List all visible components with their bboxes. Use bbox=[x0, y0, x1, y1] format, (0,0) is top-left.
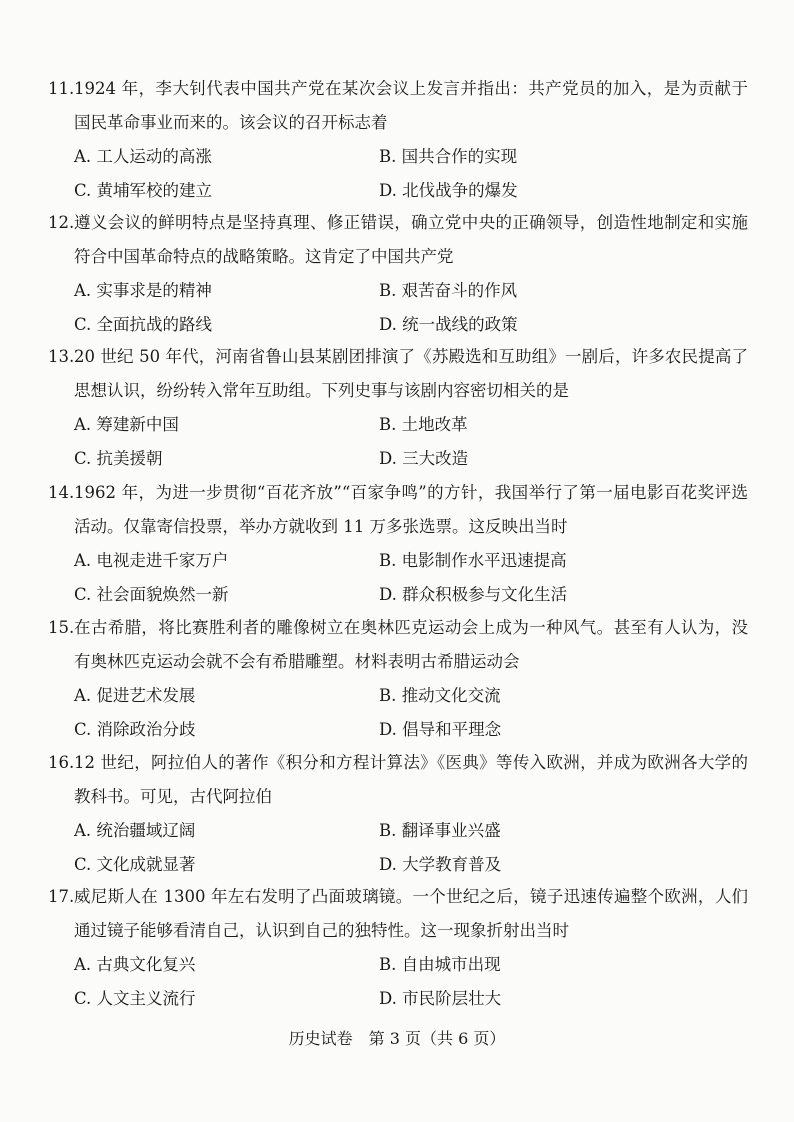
option-b: B. 翻译事业兴盛 bbox=[379, 821, 501, 840]
option-d: D. 北伐战争的爆发 bbox=[379, 181, 518, 200]
option-c: C. 消除政治分歧 bbox=[74, 720, 196, 739]
option-c: C. 社会面貌焕然一新 bbox=[74, 585, 229, 604]
question-number: 17. bbox=[48, 887, 75, 906]
question-stem: 1962 年，为进一步贯彻“百花齐放”“百家争鸣”的方针，我国举行了第一届电影百花奖评选活动。仅靠寄信投票，举办方就收到 11 万多张选票。这反映出当时 bbox=[74, 483, 748, 536]
question-stem: 威尼斯人在 1300 年左右发明了凸面玻璃镜。一个世纪之后，镜子迅速传遍整个欧洲，人们通过镜子能够看清自己，认识到自己的独特性。这一现象折射出当时 bbox=[74, 887, 748, 940]
option-a: A. 电视走进千家万户 bbox=[74, 551, 229, 570]
question-number: 15. bbox=[48, 618, 75, 637]
option-c: C. 文化成就显著 bbox=[74, 855, 196, 874]
question-stem: 12 世纪，阿拉伯人的著作《积分和方程计算法》《医典》等传入欧洲，并成为欧洲各大学的教科书。可见，古代阿拉伯 bbox=[74, 753, 748, 806]
option-b: B. 推动文化交流 bbox=[379, 686, 501, 705]
question-stem: 遵义会议的鲜明特点是坚持真理、修正错误，确立党中央的正确领导，创造性地制定和实施符合中国革命特点的战略策略。这肯定了中国共产党 bbox=[74, 213, 748, 266]
page-footer: 历史试卷 第 3 页（共 6 页） bbox=[288, 1029, 506, 1048]
options bbox=[74, 679, 748, 747]
option-a: A. 促进艺术发展 bbox=[74, 686, 196, 705]
question-number: 13. bbox=[48, 347, 75, 366]
option-b: B. 国共合作的实现 bbox=[379, 147, 518, 166]
option-d: D. 三大改造 bbox=[379, 449, 469, 468]
option-c: C. 黄埔军校的建立 bbox=[74, 181, 213, 200]
question-11 bbox=[48, 72, 748, 208]
options bbox=[74, 948, 748, 1016]
option-d: D. 群众积极参与文化生活 bbox=[379, 585, 568, 604]
question-number: 16. bbox=[48, 753, 75, 772]
option-c: C. 全面抗战的路线 bbox=[74, 315, 213, 334]
options bbox=[74, 408, 748, 476]
question-15 bbox=[48, 611, 748, 747]
question-17 bbox=[48, 880, 748, 1016]
question-stem: 在古希腊，将比赛胜利者的雕像树立在奥林匹克运动会上成为一种风气。甚至有人认为，没有奥林匹克运动会就不会有希腊雕塑。材料表明古希腊运动会 bbox=[74, 618, 748, 671]
option-a: A. 工人运动的高涨 bbox=[74, 147, 212, 166]
option-a: A. 统治疆域辽阔 bbox=[74, 821, 196, 840]
question-stem: 20 世纪 50 年代，河南省鲁山县某剧团排演了《苏殿选和互助组》一剧后，许多农民提高了思想认识，纷纷转入常年互助组。下列史事与该剧内容密切相关的是 bbox=[74, 347, 748, 400]
options bbox=[74, 140, 748, 208]
question-12 bbox=[48, 206, 748, 342]
options bbox=[74, 814, 748, 882]
question-16 bbox=[48, 746, 748, 882]
option-d: D. 倡导和平理念 bbox=[379, 720, 502, 739]
question-14 bbox=[48, 476, 748, 612]
question-stem: 1924 年，李大钊代表中国共产党在某次会议上发言并指出：共产党员的加入，是为贡献于国民革命事业而来的。该会议的召开标志着 bbox=[74, 79, 748, 132]
option-d: D. 统一战线的政策 bbox=[379, 315, 518, 334]
question-13 bbox=[48, 340, 748, 476]
question-number: 11. bbox=[48, 79, 75, 98]
question-number: 14. bbox=[48, 483, 75, 502]
option-d: D. 大学教育普及 bbox=[379, 855, 502, 874]
option-a: A. 实事求是的精神 bbox=[74, 281, 212, 300]
question-number: 12. bbox=[48, 213, 75, 232]
option-a: A. 筹建新中国 bbox=[74, 415, 179, 434]
options bbox=[74, 544, 748, 612]
option-b: B. 土地改革 bbox=[379, 415, 468, 434]
options bbox=[74, 274, 748, 342]
option-b: B. 自由城市出现 bbox=[379, 955, 501, 974]
option-c: C. 抗美援朝 bbox=[74, 449, 163, 468]
option-b: B. 艰苦奋斗的作风 bbox=[379, 281, 518, 300]
option-d: D. 市民阶层壮大 bbox=[379, 989, 502, 1008]
option-b: B. 电影制作水平迅速提高 bbox=[379, 551, 567, 570]
option-c: C. 人文主义流行 bbox=[74, 989, 196, 1008]
option-a: A. 古典文化复兴 bbox=[74, 955, 196, 974]
